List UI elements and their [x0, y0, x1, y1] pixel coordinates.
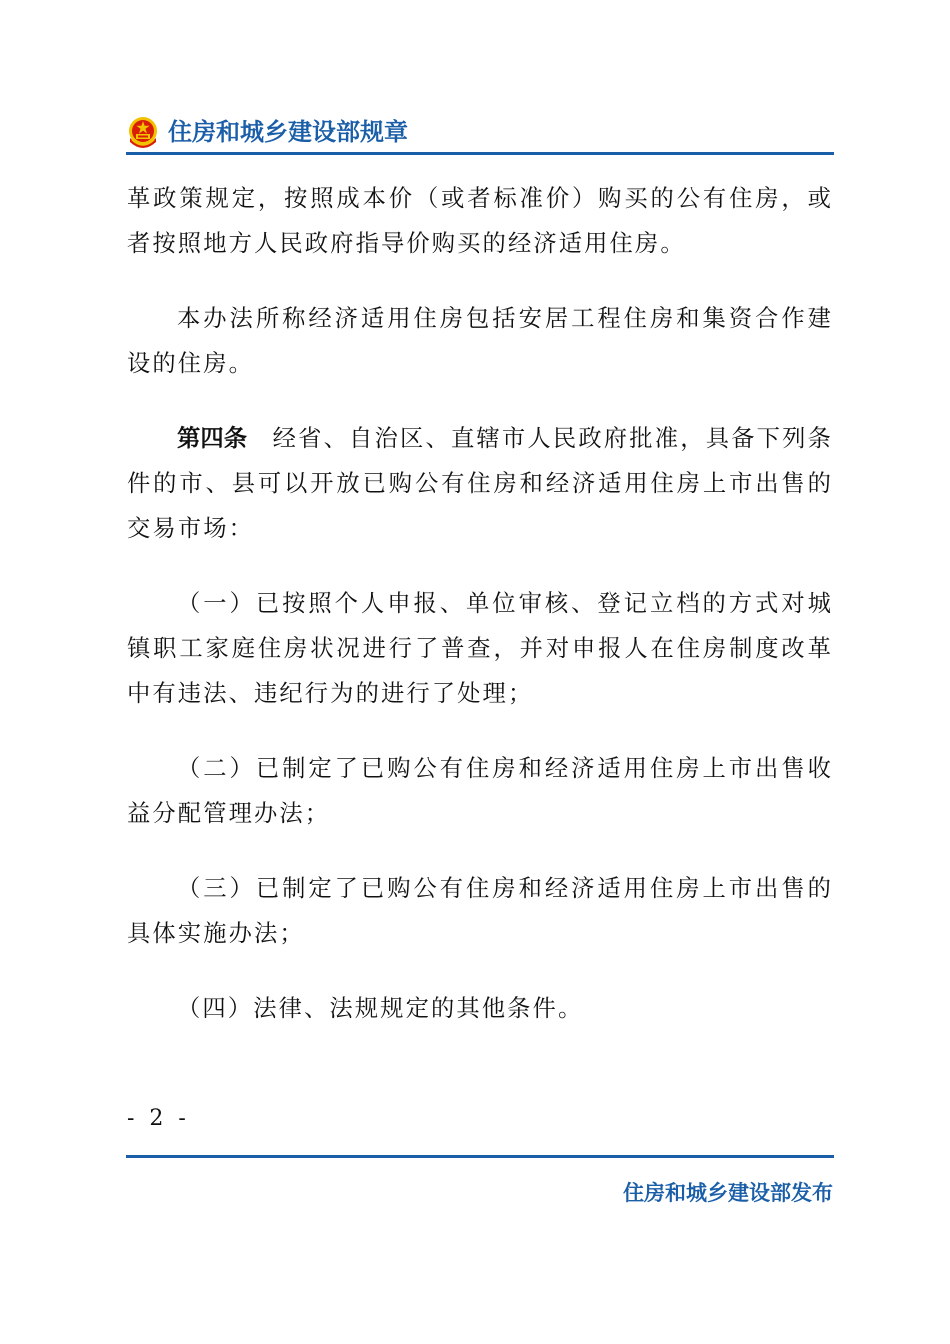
article-4-text: 经省、自治区、直辖市人民政府批准，具备下列条件的市、县可以开放已购公有住房和经济适用住房上市出售的交易市场：	[127, 425, 834, 542]
footer-publisher: 住房和城乡建设部发布	[623, 1181, 833, 1205]
paragraph-continuation: 革政策规定，按照成本价（或者标准价）购买的公有住房，或者按照地方人民政府指导价购买的经济适用住房。	[127, 185, 833, 257]
footer-divider	[126, 1155, 834, 1158]
article-4	[127, 416, 833, 551]
document-body	[127, 176, 833, 1061]
condition-item-1: （一）已按照个人申报、单位审核、登记立档的方式对城镇职工家庭住房状况进行了普查，并对申报人在住房制度改革中有违法、违纪行为的进行了处理；	[127, 590, 833, 707]
page-number: - 2 -	[127, 1106, 190, 1131]
header-title: 住房和城乡建设部规章	[168, 118, 408, 146]
condition-item-2: （二）已制定了已购公有住房和经济适用住房上市出售收益分配管理办法；	[127, 755, 833, 827]
condition-item-4: （四）法律、法规规定的其他条件。	[177, 995, 584, 1022]
article-4-title: 第四条	[177, 425, 248, 452]
condition-item-3: （三）已制定了已购公有住房和经济适用住房上市出售的具体实施办法；	[127, 875, 833, 947]
paragraph-definition: 本办法所称经济适用住房包括安居工程住房和集资合作建设的住房。	[127, 305, 833, 377]
page-header	[126, 112, 834, 154]
national-emblem-icon	[126, 116, 160, 150]
header-divider	[126, 152, 834, 155]
